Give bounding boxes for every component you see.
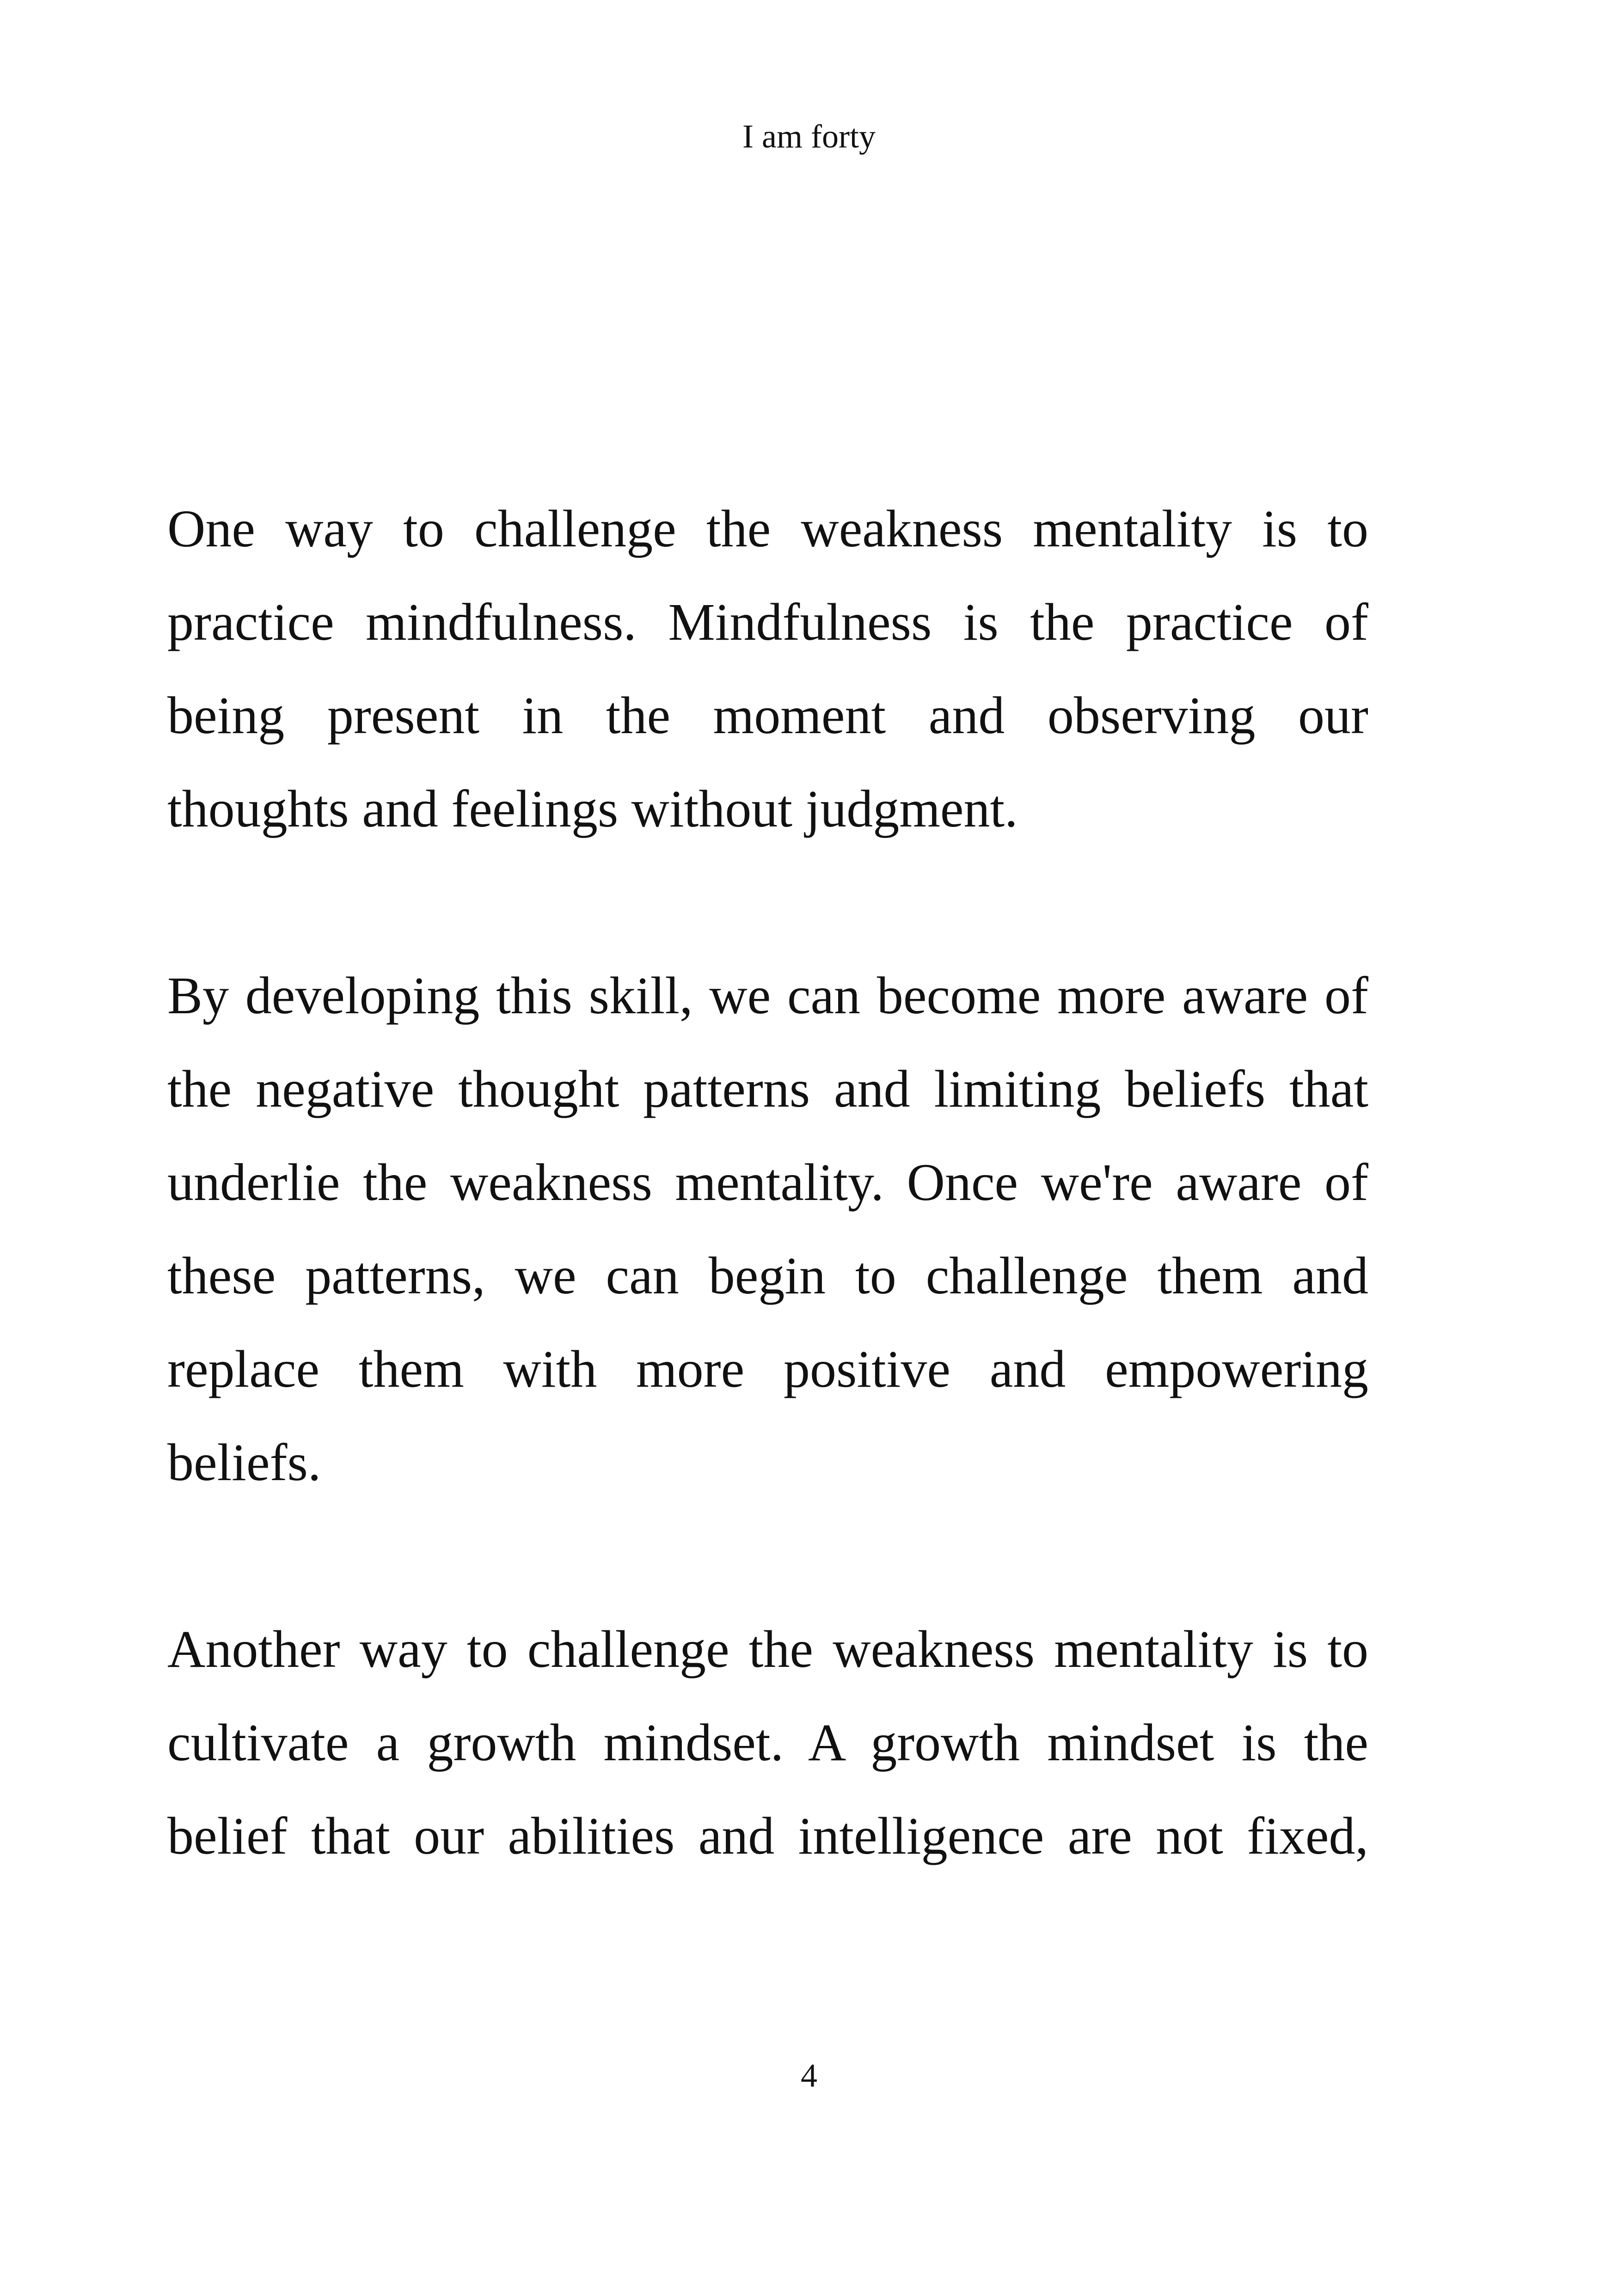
paragraph-spacer	[167, 856, 1368, 949]
paragraph	[167, 482, 1368, 856]
running-header: I am forty	[742, 118, 876, 155]
text-line: underlie the weakness mentality. Once we're aware of	[167, 1153, 1368, 1212]
text-line: cultivate a growth mindset. A growth mindset is the	[167, 1713, 1368, 1772]
text-line: Another way to challenge the weakness mentality is to	[167, 1620, 1368, 1678]
text-line: these patterns, we can begin to challenge them and	[167, 1246, 1368, 1305]
text-line: One way to challenge the weakness mentality is to	[167, 499, 1368, 558]
body-text	[167, 482, 1368, 1883]
paragraph	[167, 1603, 1368, 1883]
text-line: replace them with more positive and empowering	[167, 1340, 1368, 1398]
paragraph-spacer	[167, 1509, 1368, 1603]
text-line: practice mindfulness. Mindfulness is the practice of	[167, 593, 1368, 651]
text-line: beliefs.	[167, 1433, 321, 1492]
text-line: thoughts and feelings without judgment.	[167, 779, 1018, 838]
text-line: being present in the moment and observing our	[167, 686, 1368, 745]
page-number: 4	[801, 2057, 817, 2094]
text-line: the negative thought patterns and limiting beliefs that	[167, 1059, 1368, 1118]
text-line: belief that our abilities and intelligence are not fixed,	[167, 1806, 1368, 1865]
paragraph	[167, 949, 1368, 1509]
text-line: By developing this skill, we can become more aware of	[167, 966, 1368, 1025]
